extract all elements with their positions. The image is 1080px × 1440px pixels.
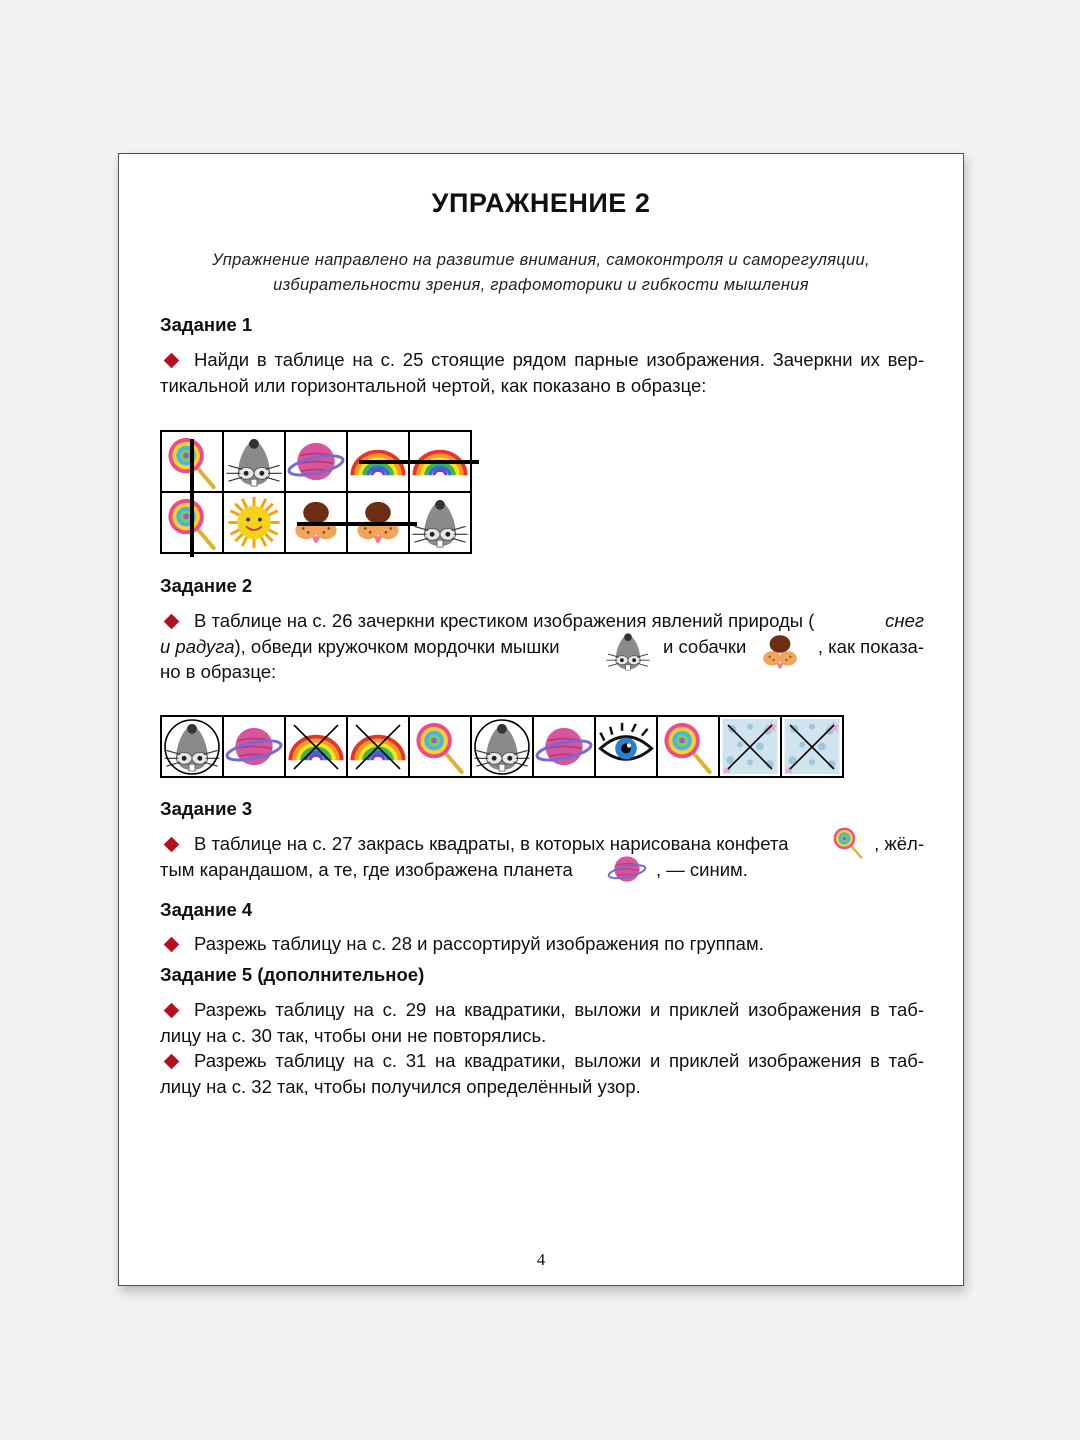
sample-2-cell — [719, 716, 781, 777]
task-2-text — [160, 608, 924, 685]
sample-1-cell — [409, 492, 471, 553]
sample-2-cell — [595, 716, 657, 777]
task-3-text — [160, 831, 924, 882]
task-1-line-1: Найди в таблице на с. 25 стоящие рядом парные изображения. Зачеркни их вер- — [160, 347, 924, 373]
sun-icon — [224, 493, 284, 552]
task-4-text — [160, 931, 924, 957]
lollipop-icon — [830, 824, 866, 860]
task-3-line-1: В таблице на с. 27 закрась квадраты, в которых нарисована конфета , жёл- — [160, 831, 924, 857]
task-1-text — [160, 347, 924, 398]
eye-icon — [596, 717, 656, 776]
task-5-heading: Задание 5 (дополнительное) — [160, 964, 425, 985]
strike-vertical-line — [190, 439, 194, 557]
task-1-line-2: тикальной или горизонтальной чертой, как показано в образце: — [160, 374, 707, 396]
sample-2-cell — [657, 716, 719, 777]
task-5-bullet-1-line-1: Разрежь таблицу на с. 29 на квадратики, выложи и приклей изображения в таб- — [160, 997, 924, 1023]
bullet-icon — [164, 613, 180, 629]
task-4-heading: Задание 4 — [160, 899, 253, 920]
task-5-bullet-1-line-2: лицу на с. 30 так, чтобы они не повторялись. — [160, 1024, 547, 1046]
bullet-icon — [164, 352, 180, 368]
description-line-1: Упражнение направлено на развитие внимания, самоконтроля и саморегуляции, — [212, 251, 870, 269]
rainbow-icon — [348, 717, 408, 776]
task-4-line-1: Разрежь таблицу на с. 28 и рассортируй изображения по группам. — [160, 931, 924, 957]
task-1-heading: Задание 1 — [160, 314, 253, 335]
planet-icon — [601, 849, 653, 889]
sample-table-1 — [160, 430, 472, 554]
planet-icon — [534, 717, 594, 776]
mouse-face-icon — [162, 717, 222, 776]
task-5-text — [160, 997, 924, 1099]
bullet-icon — [164, 836, 180, 852]
task-3-heading: Задание 3 — [160, 798, 253, 819]
task-2-line-2: и радуга), обведи кружочком мордочки мышки и собачки , как показа- — [160, 635, 924, 657]
task-5-bullet-2-line-2: лицу на с. 32 так, чтобы получился определённый узор. — [160, 1075, 641, 1097]
task-5-bullet-2-line-1: Разрежь таблицу на с. 31 на квадратики, выложи и приклей изображения в таб- — [160, 1048, 924, 1074]
bullet-icon — [164, 1002, 180, 1018]
bullet-icon — [164, 1053, 180, 1069]
lollipop-icon — [410, 717, 470, 776]
strike-horizontal-line — [359, 460, 479, 464]
mouse-face-icon — [472, 717, 532, 776]
mouse-face-icon — [224, 432, 284, 491]
sample-1-cell — [285, 431, 347, 492]
sample-2-cell — [471, 716, 533, 777]
strike-horizontal-line — [297, 522, 417, 526]
sample-2-cell — [223, 716, 285, 777]
sample-2-cell — [161, 716, 223, 777]
sample-2-row — [161, 716, 843, 777]
sample-table-2 — [160, 715, 844, 778]
dog-face-icon — [756, 628, 804, 676]
bullet-icon — [164, 936, 180, 952]
sample-2-cell — [533, 716, 595, 777]
sample-2-cell — [347, 716, 409, 777]
page-number: 4 — [536, 1250, 546, 1269]
mouse-face-icon — [410, 493, 470, 552]
sample-2-cell — [409, 716, 471, 777]
sample-2-cell — [781, 716, 843, 777]
description-line-2: избирательности зрения, графомоторики и гибкости мышления — [273, 276, 809, 294]
planet-icon — [286, 432, 346, 491]
snow-icon — [782, 717, 842, 776]
exercise-description — [159, 248, 923, 298]
page-title: УПРАЖНЕНИЕ 2 — [431, 188, 651, 218]
task-2-line-3: но в образце: — [160, 661, 277, 682]
sample-1-cell — [223, 431, 285, 492]
mouse-face-icon — [597, 628, 659, 674]
planet-icon — [224, 717, 284, 776]
rainbow-icon — [286, 717, 346, 776]
task-3-line-2: тым карандашом, а те, где изображена планета , — синим. — [160, 858, 748, 880]
worksheet-page — [118, 153, 964, 1286]
task-2-line-1: В таблице на с. 26 зачеркни крестиком изображения явлений природы ( снег — [160, 608, 924, 634]
task-2-heading: Задание 2 — [160, 575, 253, 596]
lollipop-icon — [658, 717, 718, 776]
sample-2-cell — [285, 716, 347, 777]
snow-icon — [720, 717, 780, 776]
sample-1-cell — [223, 492, 285, 553]
